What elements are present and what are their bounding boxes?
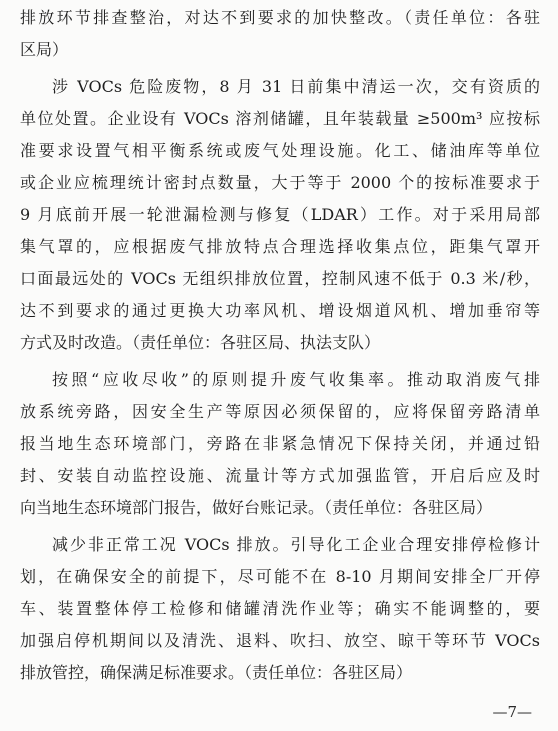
text-line: 排放环节排查整治，对达不到要求的加快整改。（责任单位：各驻: [20, 8, 540, 27]
text-line: 9 月底前开展一轮泄漏检测与修复（LDAR）工作。对于采用局部: [20, 205, 540, 224]
text-line: 车、装置整体停工检修和储罐清洗作业等；确实不能调整的，要: [20, 599, 540, 618]
text-line: 加强启停机期间以及清洗、退料、吹扫、放空、晾干等环节 VOCs: [20, 631, 540, 650]
text-line: 封、安装自动监控设施、流量计等方式加强监管，开启后应及时: [20, 466, 540, 485]
paragraph-start-line: 涉 VOCs 危险废物，8 月 31 日前集中清运一次，交有资质的: [52, 77, 540, 96]
text-line: 排放管控，确保满足标准要求。（责任单位：各驻区局）: [20, 663, 413, 682]
text-line: 达不到要求的通过更换大功率风机、增设烟道风机、增加垂帘等: [20, 301, 540, 320]
text-line: 单位处置。企业设有 VOCs 溶剂储罐，且年装载量 ≥500m³ 应按标: [20, 109, 540, 128]
page-number: —7—: [492, 703, 532, 721]
text-line: 集气罩的，应根据废气排放特点合理选择收集点位，距集气罩开: [20, 237, 540, 256]
text-line: 向当地生态环境部门报告，做好台账记录。（责任单位：各驻区局）: [20, 498, 493, 517]
text-line: 放系统旁路，因安全生产等原因必须保留的，应将保留旁路清单: [20, 402, 540, 421]
text-line: 区局）: [20, 40, 69, 59]
paragraph-start-line: 按照“应收尽收”的原则提升废气收集率。推动取消废气排: [52, 370, 540, 389]
text-line: 口面最远处的 VOCs 无组织排放位置，控制风速不低于 0.3 米/秒，: [20, 269, 540, 288]
text-line: 报当地生态环境部门，旁路在非紧急情况下保持关闭，并通过铅: [20, 434, 540, 453]
text-line: 或企业应梳理统计密封点数量，大于等于 2000 个的按标准要求于: [20, 173, 540, 192]
paragraph-start-line: 减少非正常工况 VOCs 排放。引导化工企业合理安排停检修计: [52, 535, 540, 554]
text-line: 划，在确保安全的前提下，尽可能不在 8-10 月期间安排全厂开停: [20, 567, 540, 586]
text-line: 准要求设置气相平衡系统或废气处理设施。化工、储油库等单位: [20, 141, 540, 160]
text-line: 方式及时改造。（责任单位：各驻区局、执法支队）: [20, 333, 381, 352]
